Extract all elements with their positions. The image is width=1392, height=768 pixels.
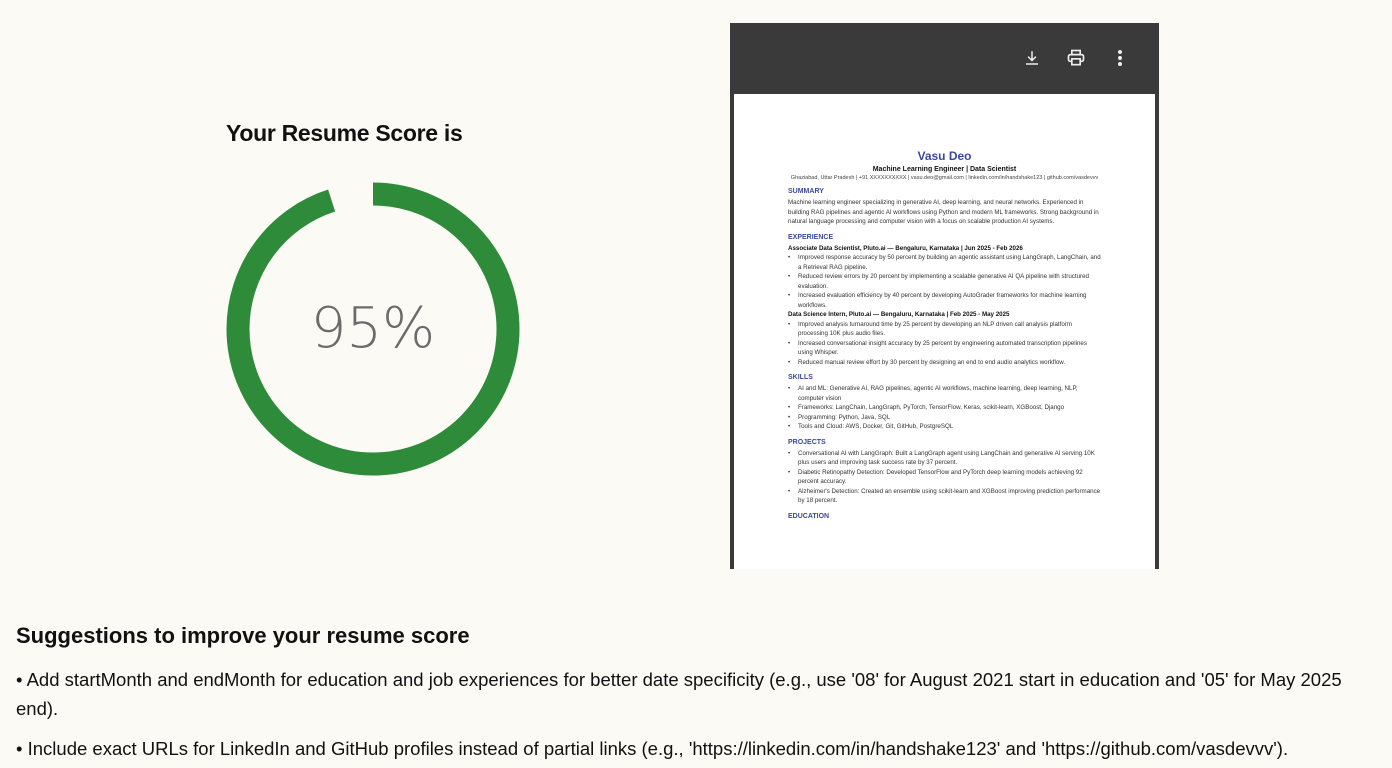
resume-section-experience: EXPERIENCE xyxy=(788,233,834,241)
resume-skill: • Tools and Cloud: AWS, Docker, Git, GitHub, PostgreSQL xyxy=(788,422,1101,432)
suggestions-title: Suggestions to improve your resume score xyxy=(16,623,470,648)
score-value: 95% xyxy=(310,296,436,361)
download-icon[interactable] xyxy=(1021,47,1043,69)
more-vert-icon[interactable] xyxy=(1109,47,1131,69)
resume-page xyxy=(734,94,1155,569)
pdf-viewer xyxy=(730,23,1159,569)
resume-contact: Ghaziabad, Uttar Pradesh | +91 XXXXXXXXXX | vasu.deo@gmail.com | linkedin.com/in/handshake123 | github.com/vasdevvv xyxy=(790,175,1099,181)
resume-summary: Machine learning engineer specializing in generative AI, deep learning, and neural networks. Experienced in building RAG pipelines and agentic AI workflows using Python and modern ML frameworks. Strong background in natural language processing and computer vision with a focus on scalable production AI systems. xyxy=(788,199,1099,225)
resume-skill: • AI and ML: Generative AI, RAG pipelines, agentic AI workflows, machine learning, deep learning, NLP, computer vision xyxy=(788,384,1101,403)
resume-bullet: • Improved response accuracy by 50 percent by building an agentic assistant using LangGraph, LangChain, and a Retrieval RAG pipeline. xyxy=(788,253,1101,272)
suggestion-item: • Include exact URLs for LinkedIn and GitHub profiles instead of partial links (e.g., 'https://linkedin.com/in/handshake123' and 'https://github.com/vasdevvv'). xyxy=(16,738,1289,759)
resume-job-title: Data Science Intern, Pluto.ai — Bengaluru, Karnataka | Feb 2025 - May 2025 xyxy=(788,311,1010,318)
resume-job-title: Associate Data Scientist, Pluto.ai — Bengaluru, Karnataka | Jun 2025 - Feb 2026 xyxy=(788,244,1023,252)
resume-name: Vasu Deo xyxy=(917,149,972,163)
suggestion-item: • Add startMonth and endMonth for education and job experiences for better date specificity (e.g., use '08' for August 2021 start in education and '05' for May 2025 end). xyxy=(16,669,1342,719)
resume-bullet: • Increased conversational insight accuracy by 25 percent by engineering automated transcription pipelines using Whisper. xyxy=(788,339,1101,358)
resume-project: • Alzheimer's Detection: Created an ensemble using scikit-learn and XGBoost improving prediction performance by 18 percent. xyxy=(788,487,1101,506)
resume-skill: • Programming: Python, Java, SQL xyxy=(788,413,1101,423)
print-icon[interactable] xyxy=(1065,47,1087,69)
resume-bullet: • Improved analysis turnaround time by 25 percent by developing an NLP driven call analysis platform processing 10K plus audio files. xyxy=(788,320,1101,339)
score-title: Your Resume Score is xyxy=(226,120,463,146)
resume-section-projects: PROJECTS xyxy=(788,438,826,446)
resume-role: Machine Learning Engineer | Data Scientist xyxy=(872,166,1017,173)
resume-project: • Conversational AI with LangGraph: Built a LangGraph agent using LangChain and generative AI serving 10K plus users and improving task success rate by 37 percent. xyxy=(788,449,1101,468)
resume-section-education: EDUCATION xyxy=(788,512,830,520)
pdf-toolbar xyxy=(730,23,1159,93)
resume-bullet: • Reduced review errors by 20 percent by implementing a scalable generative AI QA pipeline with structured evaluation. xyxy=(788,272,1101,291)
resume-skill: • Frameworks: LangChain, LangGraph, PyTorch, TensorFlow, Keras, scikit-learn, XGBoost, Django xyxy=(788,403,1101,413)
resume-bullet: • Increased evaluation efficiency by 40 percent by developing AutoGrader frameworks for machine learning workflows. xyxy=(788,291,1101,310)
resume-section-skills: SKILLS xyxy=(788,374,813,381)
resume-bullet: • Reduced manual review effort by 30 percent by designing an end to end audio analytics workflow. xyxy=(788,358,1101,368)
resume-section-summary: SUMMARY xyxy=(788,188,824,195)
resume-project: • Diabetic Retinopathy Detection: Developed TensorFlow and PyTorch deep learning models achieving 92 percent accuracy. xyxy=(788,468,1101,487)
